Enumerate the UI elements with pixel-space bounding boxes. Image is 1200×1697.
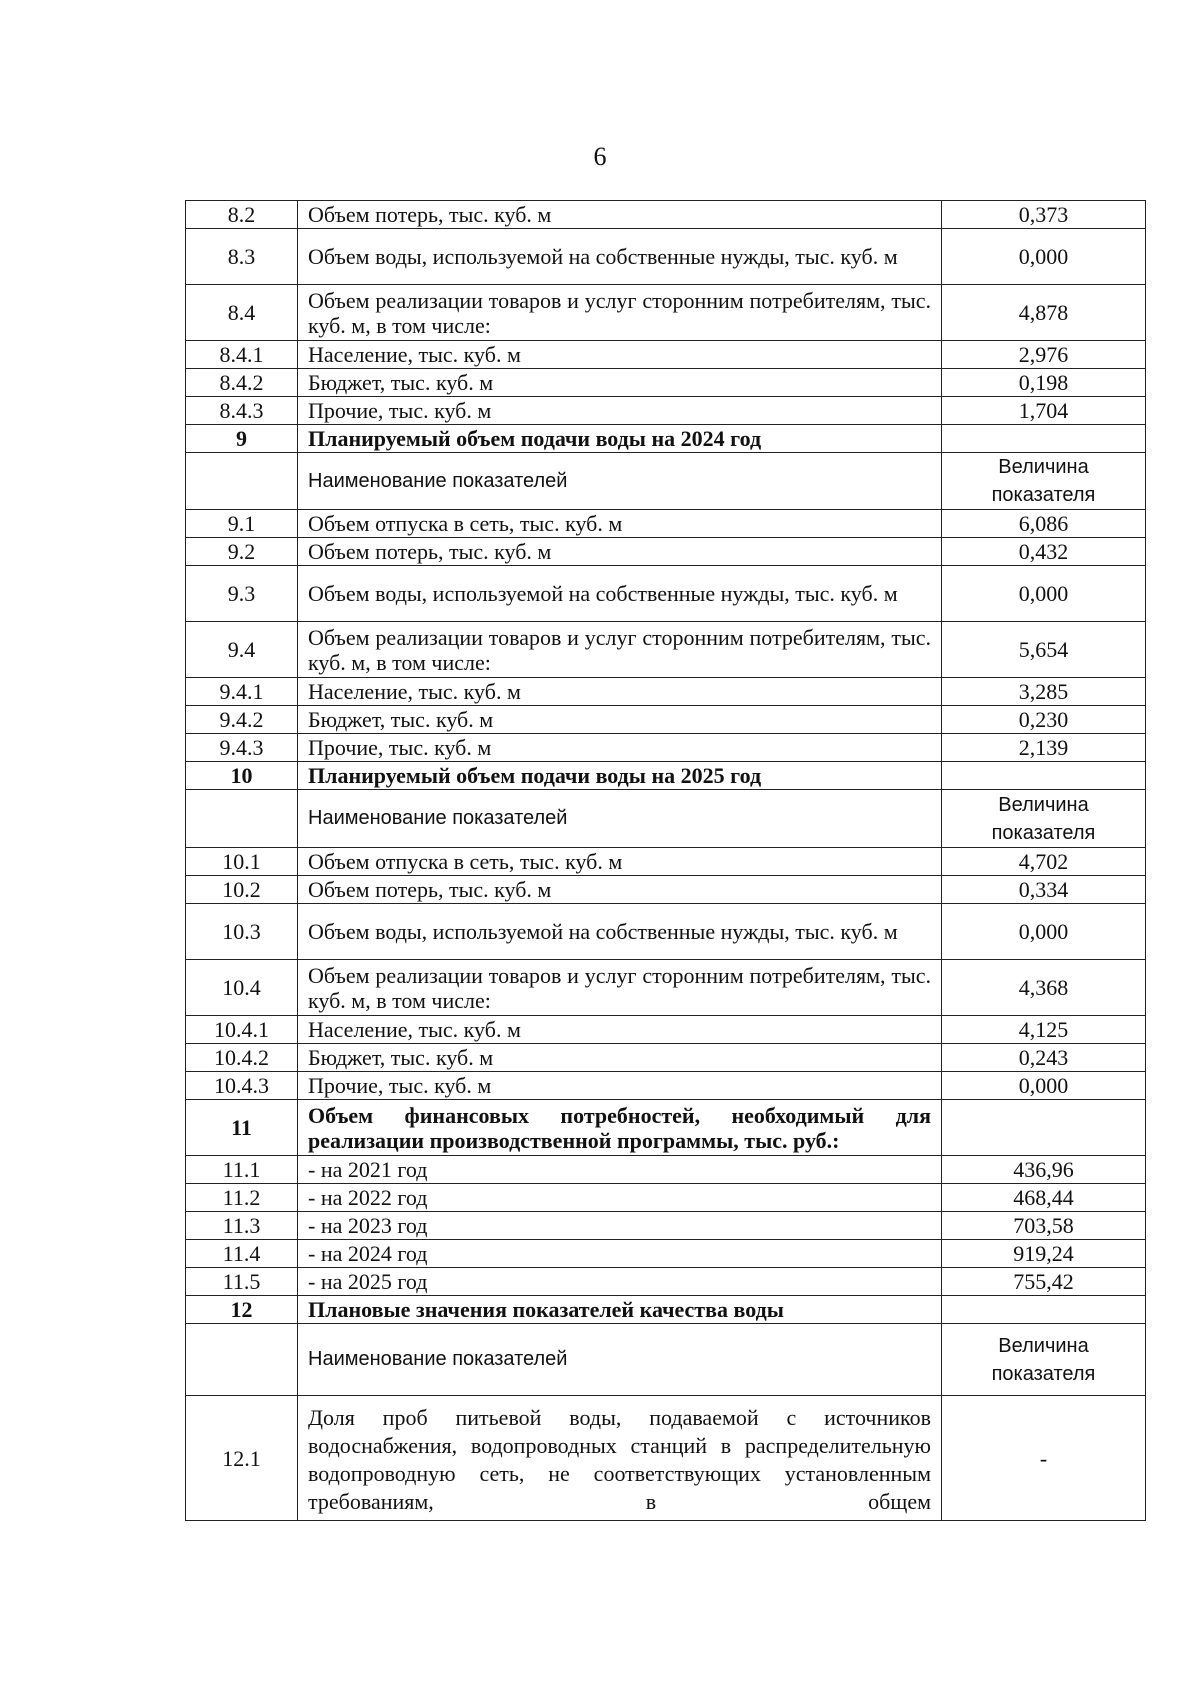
row-value (942, 425, 1146, 453)
table-row (186, 397, 1146, 425)
table-row (186, 341, 1146, 369)
row-name: Объем отпуска в сеть, тыс. куб. м (298, 848, 942, 876)
row-number: 8.4.1 (186, 341, 298, 369)
row-name: Объем реализации товаров и услуг сторонним потребителям, тыс. куб. м, в том числе: (298, 960, 942, 1016)
row-value: - (942, 1396, 1146, 1521)
row-number: 8.4 (186, 285, 298, 341)
row-name: Бюджет, тыс. куб. м (298, 1044, 942, 1072)
table-row (186, 876, 1146, 904)
row-number: 9.1 (186, 510, 298, 538)
row-value: 6,086 (942, 510, 1146, 538)
row-number: 9.2 (186, 538, 298, 566)
table-row (186, 285, 1146, 341)
table-row (186, 706, 1146, 734)
row-value: 2,976 (942, 341, 1146, 369)
table-row (186, 904, 1146, 960)
row-name: Прочие, тыс. куб. м (298, 397, 942, 425)
table-row (186, 622, 1146, 678)
row-value: 0,000 (942, 1072, 1146, 1100)
row-number: 8.2 (186, 201, 298, 229)
table-row (186, 1212, 1146, 1240)
table-row (186, 1240, 1146, 1268)
row-number: 8.3 (186, 229, 298, 285)
row-name: - на 2024 год (298, 1240, 942, 1268)
header-value: Величина показателя (942, 453, 1146, 510)
row-name: Объем реализации товаров и услуг сторонним потребителям, тыс. куб. м, в том числе: (298, 622, 942, 678)
row-name: - на 2022 год (298, 1184, 942, 1212)
row-value: 1,704 (942, 397, 1146, 425)
row-number: 9.4.3 (186, 734, 298, 762)
header-row (186, 453, 1146, 510)
row-name: Население, тыс. куб. м (298, 341, 942, 369)
row-number: 10.1 (186, 848, 298, 876)
section-number: 11 (186, 1100, 298, 1156)
table-row (186, 848, 1146, 876)
row-value (942, 1100, 1146, 1156)
section-number: 10 (186, 762, 298, 790)
row-number: 12.1 (186, 1396, 298, 1521)
row-name: Бюджет, тыс. куб. м (298, 369, 942, 397)
row-number: 10.4.2 (186, 1044, 298, 1072)
table-row (186, 566, 1146, 622)
row-name: Прочие, тыс. куб. м (298, 734, 942, 762)
page-number: 6 (593, 142, 607, 171)
section-title: Планируемый объем подачи воды на 2024 год (298, 425, 942, 453)
row-name: Доля проб питьевой воды, подаваемой с источников водоснабжения, водопроводных станций в распределительную водопроводную сеть, не соответствующих установленным требованиям, в общем (298, 1396, 942, 1521)
row-value: 3,285 (942, 678, 1146, 706)
table-row (186, 1268, 1146, 1296)
row-value: 4,878 (942, 285, 1146, 341)
row-value: 4,702 (942, 848, 1146, 876)
row-number: 9.4.2 (186, 706, 298, 734)
row-value: 0,373 (942, 201, 1146, 229)
row-value: 0,000 (942, 904, 1146, 960)
section-row (186, 1296, 1146, 1324)
row-number: 11.5 (186, 1268, 298, 1296)
table-row (186, 1044, 1146, 1072)
row-name: Объем потерь, тыс. куб. м (298, 876, 942, 904)
row-value: 0,198 (942, 369, 1146, 397)
row-name: Население, тыс. куб. м (298, 678, 942, 706)
row-value: 2,139 (942, 734, 1146, 762)
row-value: 0,230 (942, 706, 1146, 734)
row-name: - на 2023 год (298, 1212, 942, 1240)
header-row (186, 1324, 1146, 1396)
section-title: Объем финансовых потребностей, необходимый для реализации производственной программы, тыс. руб.: (298, 1100, 942, 1156)
row-number: 8.4.2 (186, 369, 298, 397)
indicators-table (185, 200, 1146, 1521)
row-value (942, 762, 1146, 790)
row-number: 10.4 (186, 960, 298, 1016)
section-row (186, 425, 1146, 453)
row-value: 468,44 (942, 1184, 1146, 1212)
row-number: 9.4 (186, 622, 298, 678)
row-name: Бюджет, тыс. куб. м (298, 706, 942, 734)
section-title: Планируемый объем подачи воды на 2025 год (298, 762, 942, 790)
row-name: - на 2025 год (298, 1268, 942, 1296)
table-row (186, 734, 1146, 762)
row-number: 11.2 (186, 1184, 298, 1212)
row-name: - на 2021 год (298, 1156, 942, 1184)
row-name: Объем реализации товаров и услуг сторонним потребителям, тыс. куб. м, в том числе: (298, 285, 942, 341)
row-value (942, 1296, 1146, 1324)
row-value: 4,125 (942, 1016, 1146, 1044)
table-row (186, 678, 1146, 706)
header-number (186, 1324, 298, 1396)
table-row (186, 369, 1146, 397)
row-number: 11.3 (186, 1212, 298, 1240)
row-number: 9.4.1 (186, 678, 298, 706)
row-value: 0,243 (942, 1044, 1146, 1072)
table-row (186, 1396, 1146, 1521)
row-name: Объем отпуска в сеть, тыс. куб. м (298, 510, 942, 538)
header-value: Величина показателя (942, 1324, 1146, 1396)
table-row (186, 538, 1146, 566)
row-name: Объем воды, используемой на собственные нужды, тыс. куб. м (298, 229, 942, 285)
header-value: Величина показателя (942, 790, 1146, 848)
header-name: Наименование показателей (298, 790, 942, 848)
row-value: 0,334 (942, 876, 1146, 904)
row-name: Прочие, тыс. куб. м (298, 1072, 942, 1100)
row-name: Население, тыс. куб. м (298, 1016, 942, 1044)
row-name: Объем потерь, тыс. куб. м (298, 538, 942, 566)
row-value: 0,000 (942, 566, 1146, 622)
row-number: 11.4 (186, 1240, 298, 1268)
row-number: 10.2 (186, 876, 298, 904)
header-number (186, 453, 298, 510)
header-name: Наименование показателей (298, 1324, 942, 1396)
section-number: 12 (186, 1296, 298, 1324)
section-row (186, 1100, 1146, 1156)
table-row (186, 1072, 1146, 1100)
header-name: Наименование показателей (298, 453, 942, 510)
row-value: 919,24 (942, 1240, 1146, 1268)
row-value: 436,96 (942, 1156, 1146, 1184)
section-title: Плановые значения показателей качества воды (298, 1296, 942, 1324)
row-value: 0,000 (942, 229, 1146, 285)
row-number: 10.3 (186, 904, 298, 960)
header-row (186, 790, 1146, 848)
row-value: 5,654 (942, 622, 1146, 678)
row-value: 703,58 (942, 1212, 1146, 1240)
table-row (186, 201, 1146, 229)
section-number: 9 (186, 425, 298, 453)
row-value: 4,368 (942, 960, 1146, 1016)
table-row (186, 960, 1146, 1016)
row-name: Объем воды, используемой на собственные нужды, тыс. куб. м (298, 566, 942, 622)
section-row (186, 762, 1146, 790)
row-value: 0,432 (942, 538, 1146, 566)
row-value: 755,42 (942, 1268, 1146, 1296)
header-number (186, 790, 298, 848)
table-row (186, 1184, 1146, 1212)
row-number: 11.1 (186, 1156, 298, 1184)
row-number: 8.4.3 (186, 397, 298, 425)
row-number: 10.4.1 (186, 1016, 298, 1044)
row-number: 9.3 (186, 566, 298, 622)
row-name: Объем воды, используемой на собственные нужды, тыс. куб. м (298, 904, 942, 960)
table-row (186, 229, 1146, 285)
row-name: Объем потерь, тыс. куб. м (298, 201, 942, 229)
table-row (186, 510, 1146, 538)
row-number: 10.4.3 (186, 1072, 298, 1100)
table-row (186, 1016, 1146, 1044)
table-row (186, 1156, 1146, 1184)
